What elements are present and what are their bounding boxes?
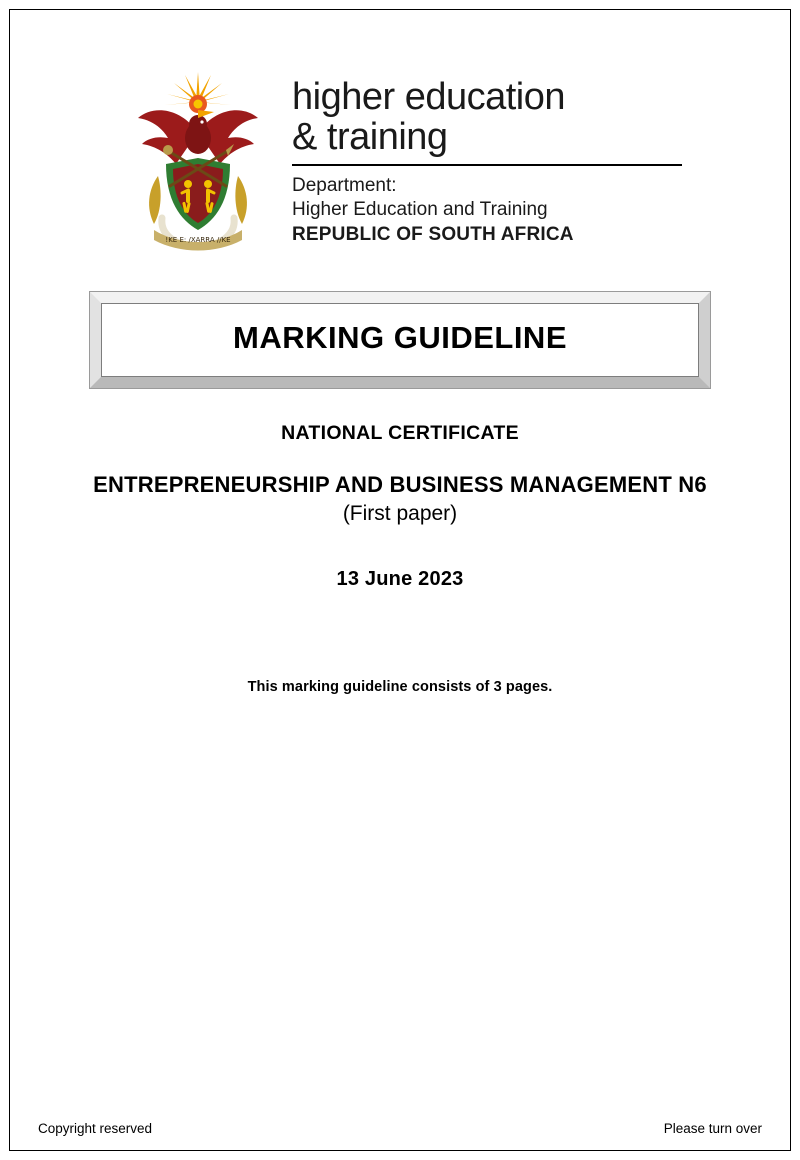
document-header	[38, 10, 762, 256]
page-count-note: This marking guideline consists of 3 pages.	[247, 678, 553, 695]
south-african-coat-of-arms-icon	[118, 66, 278, 256]
marking-guideline-banner-wrap	[38, 292, 762, 388]
department-title: higher education & training	[292, 76, 565, 158]
title-block	[38, 422, 762, 695]
department-text-block	[292, 66, 682, 248]
svg-text:!KE E: /XARRA //KE: !KE E: /XARRA //KE	[165, 236, 231, 244]
marking-guideline-banner	[90, 292, 710, 388]
page-footer	[38, 1121, 762, 1136]
department-label: Department:	[292, 174, 397, 196]
paper-label: (First paper)	[342, 501, 458, 525]
banner-inner	[101, 303, 699, 377]
copyright-note: Copyright reserved	[38, 1121, 153, 1136]
certificate-name: NATIONAL CERTIFICATE	[281, 422, 519, 444]
country-name: REPUBLIC OF SOUTH AFRICA	[292, 224, 574, 246]
subject-title: ENTREPRENEURSHIP AND BUSINESS MANAGEMENT N6	[93, 472, 707, 497]
page-content	[10, 10, 790, 1150]
exam-date: 13 June 2023	[336, 567, 464, 590]
department-name: Higher Education and Training	[292, 199, 548, 221]
header-divider	[292, 164, 682, 166]
turn-over-note: Please turn over	[663, 1121, 762, 1136]
banner-title: MARKING GUIDELINE	[233, 320, 567, 355]
